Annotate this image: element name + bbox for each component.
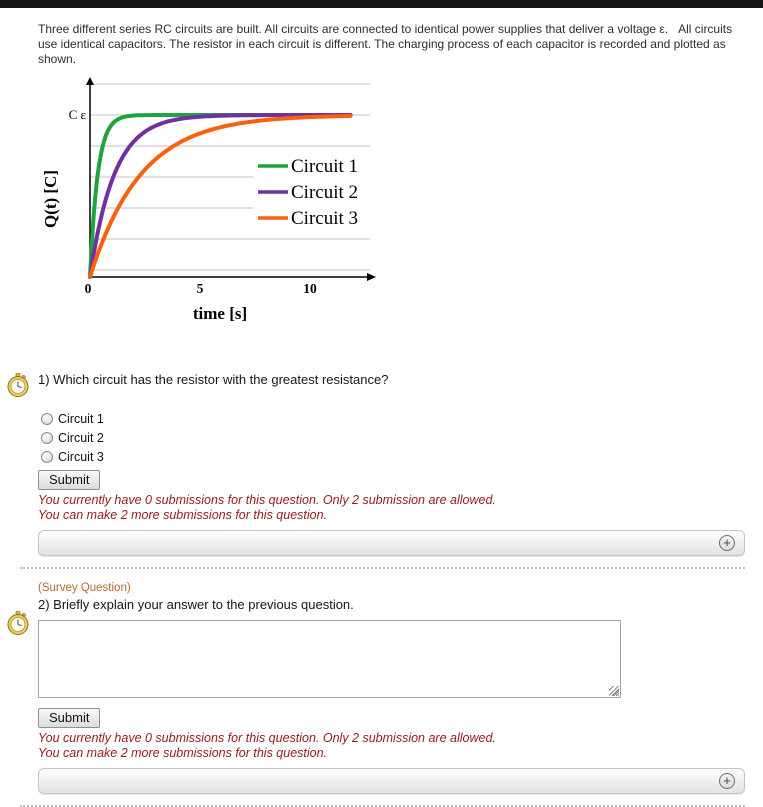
svg-text:Circuit 1: Circuit 1	[291, 156, 359, 177]
question-2-block	[38, 582, 745, 807]
svg-text:10: 10	[303, 281, 317, 296]
svg-text:0: 0	[84, 281, 92, 296]
radio-button[interactable]	[41, 432, 53, 444]
answer-textarea[interactable]	[38, 620, 621, 698]
plus-icon[interactable]: +	[719, 535, 735, 551]
svg-text:Q(t) [C]: Q(t) [C]	[41, 169, 60, 229]
page-content	[0, 8, 763, 807]
question-1-options	[38, 412, 745, 464]
question-1-block	[38, 372, 745, 569]
svg-text:Circuit 3: Circuit 3	[291, 208, 359, 229]
answer-textarea-wrap	[38, 620, 621, 698]
problem-statement: Three different series RC circuits are built. All circuits are connected to identical power supplies that deliver a voltage ε. All circuits use identical capacitors. The resistor in each circuit is different. The charging process of each capacitor is recorded and plotted as shown.	[38, 22, 736, 66]
radio-option-circuit-3[interactable]	[41, 450, 745, 464]
stopwatch-icon	[7, 373, 29, 398]
radio-button[interactable]	[41, 413, 53, 425]
feedback-expander-q1[interactable]	[38, 530, 745, 556]
svg-text:5: 5	[196, 281, 204, 296]
rc-charging-chart	[40, 71, 745, 336]
submission-note-line1: You currently have 0 submissions for this question. Only 2 submission are allowed.	[38, 731, 496, 745]
radio-label: Circuit 2	[58, 431, 104, 445]
question-1-text: 1) Which circuit has the resistor with the greatest resistance?	[38, 372, 389, 387]
svg-text:Circuit 2: Circuit 2	[291, 182, 359, 203]
question-2-text: 2) Briefly explain your answer to the previous question.	[38, 597, 354, 612]
plus-icon[interactable]: +	[719, 773, 735, 789]
submit-button-q1[interactable]: Submit	[38, 470, 100, 490]
submission-note-line2: You can make 2 more submissions for this question.	[38, 745, 328, 760]
svg-text:time [s]: time [s]	[192, 304, 248, 323]
stopwatch-icon	[7, 611, 29, 636]
radio-button[interactable]	[41, 451, 53, 463]
radio-option-circuit-1[interactable]	[41, 412, 745, 426]
submit-button-q2[interactable]: Submit	[38, 708, 100, 728]
chart-canvas	[40, 71, 384, 331]
radio-label: Circuit 3	[58, 450, 104, 464]
radio-label: Circuit 1	[58, 412, 104, 426]
submission-note-line1: You currently have 0 submissions for this question. Only 2 submission are allowed.	[38, 493, 496, 507]
submission-note-line2: You can make 2 more submissions for this question.	[38, 507, 328, 522]
feedback-expander-q2[interactable]	[38, 768, 745, 794]
radio-option-circuit-2[interactable]	[41, 431, 745, 445]
section-divider	[20, 567, 745, 569]
survey-question-tag: (Survey Question)	[38, 582, 131, 594]
top-divider-bar	[0, 0, 763, 8]
svg-text:C ε: C ε	[68, 107, 86, 122]
